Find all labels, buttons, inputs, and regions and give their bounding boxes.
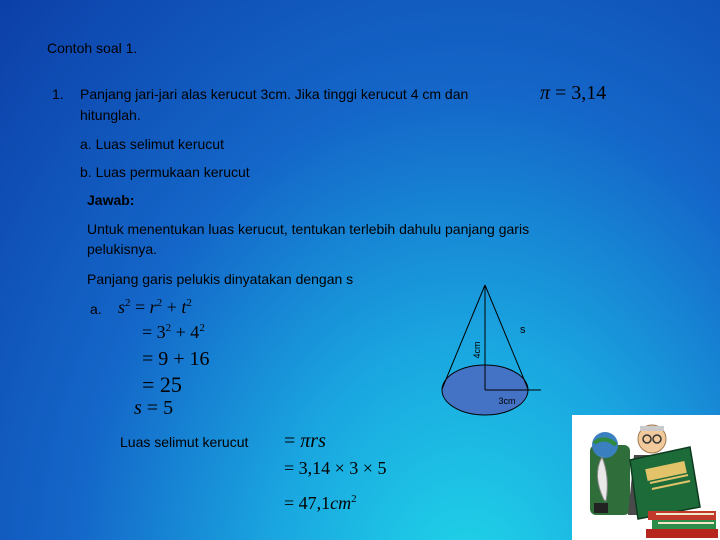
cone-height-label: 4cm bbox=[472, 341, 482, 359]
part-a-label: a. bbox=[90, 301, 102, 317]
calc-line-4: = 25 bbox=[142, 372, 182, 397]
calc-line-2 bbox=[142, 322, 205, 343]
slant-statement: Panjang garis pelukis dinyatakan dengan s bbox=[87, 271, 354, 287]
luas-label: Luas selimut kerucut bbox=[120, 434, 249, 450]
calc-eq: = bbox=[130, 297, 150, 317]
exp: 2 bbox=[165, 322, 172, 334]
explanation-line1: Untuk menentukan luas kerucut, tentukan terlebih dahulu panjang garis bbox=[87, 221, 530, 237]
pi-symbol: π bbox=[540, 82, 551, 104]
cone-slant-label: s bbox=[520, 324, 526, 336]
luas-value: = 47,1 bbox=[284, 493, 331, 513]
problem-number: 1. bbox=[52, 86, 64, 102]
pi-value: = 3,14 bbox=[550, 82, 607, 104]
calc-line-1 bbox=[118, 297, 192, 318]
luas-line-3 bbox=[284, 493, 357, 514]
luas-formula: πrs bbox=[300, 430, 326, 452]
problem-text-line1: Panjang jari-jari alas kerucut 3cm. Jika tinggi kerucut 4 cm dan bbox=[80, 86, 469, 102]
question-b: b. Luas permukaan kerucut bbox=[80, 164, 250, 180]
exp: 2 bbox=[156, 297, 163, 309]
calc-l2-a: = 3 bbox=[142, 322, 166, 342]
slide-heading: Contoh soal 1. bbox=[47, 40, 138, 56]
pi-equation bbox=[540, 82, 606, 105]
exp: 2 bbox=[351, 493, 357, 505]
luas-line-1 bbox=[284, 430, 326, 453]
cone-diagram bbox=[430, 270, 560, 420]
cone-radius-label: 3cm bbox=[498, 396, 516, 406]
calc-l2-b: + 4 bbox=[171, 322, 200, 342]
calc-s: s bbox=[118, 297, 126, 317]
calc-s: s bbox=[134, 397, 142, 419]
calc-result: = 5 bbox=[141, 397, 174, 419]
exp: 2 bbox=[199, 322, 205, 334]
scholar-clipart bbox=[572, 415, 720, 540]
luas-eq: = bbox=[284, 430, 301, 452]
calc-r: r bbox=[149, 297, 157, 317]
calc-plus: + bbox=[162, 297, 182, 317]
luas-unit: cm bbox=[330, 493, 352, 513]
exp: 2 bbox=[125, 297, 131, 309]
exp: 2 bbox=[186, 297, 192, 309]
calc-line-3: = 9 + 16 bbox=[142, 348, 210, 370]
problem-text-line2: hitunglah. bbox=[80, 107, 141, 123]
calc-t: t bbox=[181, 297, 187, 317]
jawab-label: Jawab: bbox=[87, 192, 135, 208]
luas-line-2: = 3,14 × 3 × 5 bbox=[284, 458, 387, 478]
question-a: a. Luas selimut kerucut bbox=[80, 136, 224, 152]
explanation-line2: pelukisnya. bbox=[87, 241, 158, 257]
calc-line-5 bbox=[134, 397, 173, 420]
